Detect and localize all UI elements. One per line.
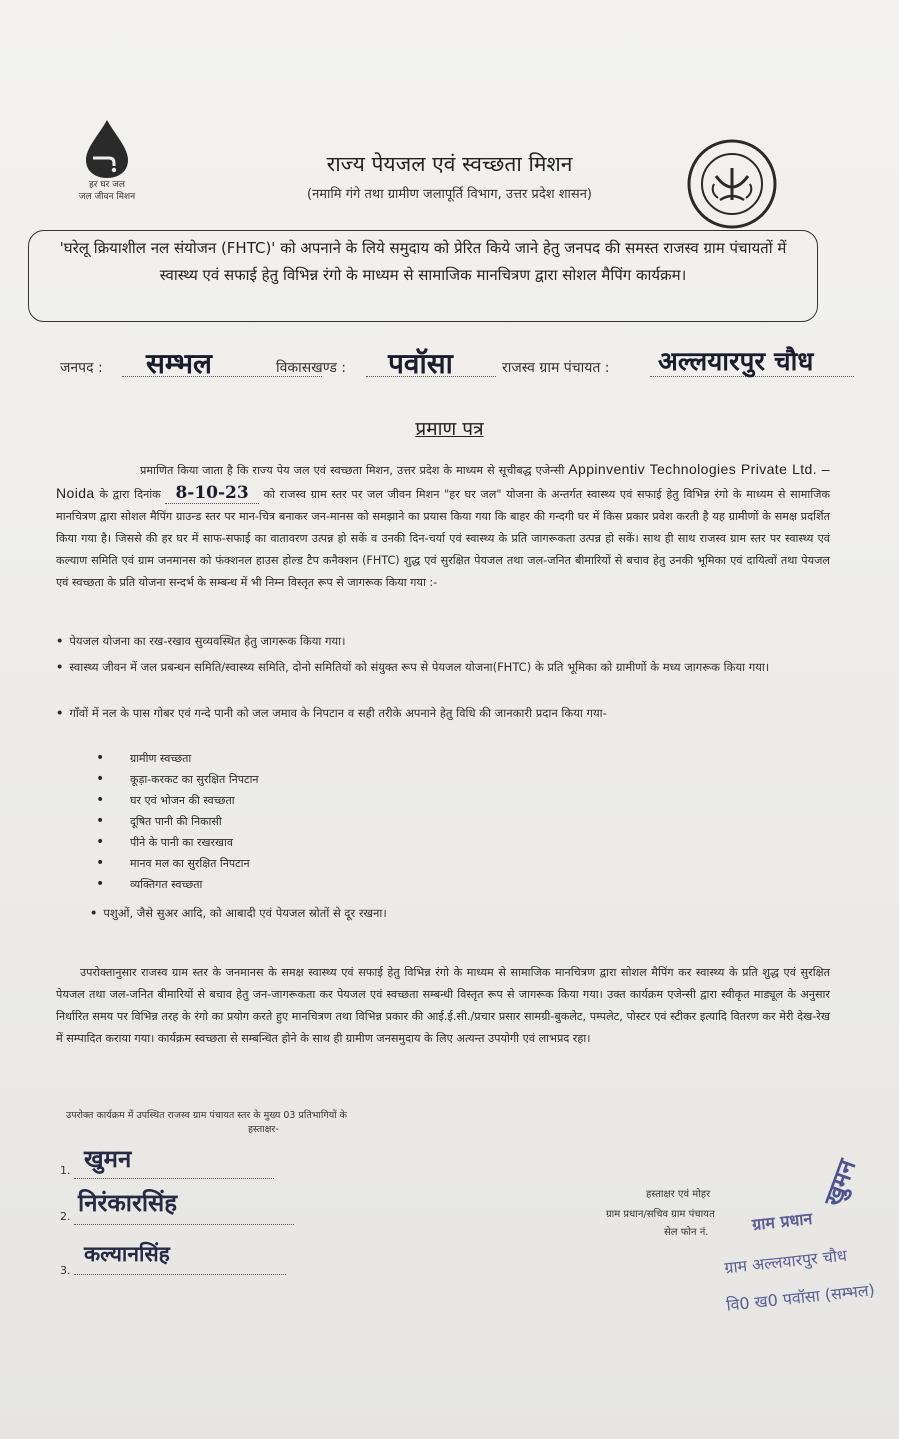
signature-2: 2. निरंकारसिंह (60, 1186, 300, 1226)
bullet-item: • पशुओं, जैसे सुअर आदि, को आबादी एवं पेयजल स्रोतों से दूर रखना। (90, 906, 387, 920)
stamp-block: वि0 ख0 पवॉसा (सम्भल) (725, 1280, 876, 1315)
mission-subtitle: (नमामि गंगे तथा ग्रामीण जलापूर्ति विभाग, उत्तर प्रदेश शासन) (307, 187, 592, 202)
block-value: पवॉसा (388, 347, 453, 380)
list-item: • घर एवं भोजन की स्वच्छता (96, 790, 596, 811)
stamp-designation: ग्राम प्रधान (751, 1208, 814, 1235)
gp-value: अल्लयारपुर चौध (658, 347, 814, 377)
list-item: • व्यक्तिगत स्वच्छता (96, 874, 596, 895)
district-label: जनपद : (60, 360, 103, 376)
para-start: प्रमाणित किया जाता है कि राज्य पेय जल एवं स्वच्छता मिशन, उत्तर प्रदेश के माध्यम से सूचीबद्ध एजेन्सी (140, 464, 565, 477)
para-rest: को राजस्व ग्राम स्तर पर जल जीवन मिशन "हर घर जल" योजना के अन्तर्गत स्वास्थ्य एवं सफाई हेतु विभिन्न रंगो के माध्यम से सामाजिक मानचित्रण द्वारा सोशल मैपिंग ग्राउन्ड स्तर पर मान-चित्र बनाकर जन-मानस को समझाने का प्रयास किया गया कि बाहर की गन्दगी घर में किस प्रकार प्रवेश करती है यह ग्रामीणों के समक्ष प्रदर्शित किया गया है। जिससे की हर घर में साफ-सफाई का वातावरण उत्पन्न हो सकें व उनकी दिन-चर्या एवं स्वास्थ्य के प्रति जागरूकता उत्पन्न हो सकें। साथ ही साथ राजस्व ग्राम स्तर पर स्वास्थ्य एवं कल्याण समिति एवं ग्राम जनमानस को फंक्शनल हाउस होल्ड टैप कनैक्शन (FHTC) शुद्ध एवं सुरक्षित पेयजल तथा जल-जनित बीमारियों से बचाव हेतु उनकी भूमिका एवं दायित्वों तथा पेयजल एवं स्वच्छता के प्रति योजना सन्दर्भ के सम्बन्ध में भी निम्न विस्तृत रूप से जागरूक किया गया :- (56, 488, 831, 589)
district-value: सम्भल (146, 347, 212, 380)
logo-caption-1: हर घर जल (89, 180, 125, 190)
signature-3: 3. कल्यानसिंह (60, 1240, 300, 1280)
list-item: • कूड़ा-करकट का सुरक्षित निपटान (96, 769, 596, 790)
pradhan-signature: खुमन (817, 1155, 862, 1210)
bullet-item: • स्वास्थ्य जीवन में जल प्रबन्धन समिति/स्वास्थ्य समिति, दोनो समितियों को संयुक्त रूप से पेयजल योजना(FHTC) के प्रति भूमिका को ग्रामीणों के मध्य जागरूक किया गया। (56, 660, 770, 674)
bullet-item: • गाँवों में नल के पास गोबर एवं गन्दे पानी को जल जमाव के निपटान व सही तरीके अपनाने हेतु विधि की जानकारी प्रदान किया गया- (56, 706, 607, 720)
closing-paragraph: उपरोक्तानुसार राजस्व ग्राम स्तर के जनमानस के समक्ष स्वास्थ्य एवं सफाई हेतु विभिन्न रंगो के माध्यम से सामाजिक मानचित्रण द्वारा सोशल मैपिंग कर स्वास्थ्य के प्रति शुद्ध एवं सुरक्षित पेयजल तथा जल-जनित बीमारियों से बचाव हेतु जन-जागरूकता कर पेयजल एवं स्वच्छता सम्बन्धी विस्तृत रूप से जागरूक किया गया। उक्त कार्यक्रम एजेन्सी द्वारा स्वीकृत माड्यूल के अनुसार निर्धारित समय पर विभिन्न तरह के रंगो का प्रयोग करते हुए मानचित्रण तथा विभिन्न प्रकार की आई.ई.सी./प्रचार प्रसार सामग्री-बुकलेट, पम्पलेट, पोस्टर एवं स्टीकर इत्यादि वितरण कर मेरी देख-रेख में सम्पादित कराया गया। कार्यक्रम स्वच्छता से सम्बन्धित होने के साथ ही ग्रामीण जनसमुदाय के लिए अत्यन्त उपयोगी एवं लाभप्रद रहा। (56, 966, 830, 1045)
program-date: 8-10-23 (165, 483, 258, 504)
gp-label: राजस्व ग्राम पंचायत : (502, 360, 610, 376)
list-item: • ग्रामीण स्वच्छता (96, 748, 596, 769)
list-item: • पीने के पानी का रखरखाव (96, 832, 596, 853)
signature-1: 1. खुमन (60, 1142, 280, 1182)
stamp-village: ग्राम अल्लयारपुर चौध (723, 1245, 848, 1278)
agency-name: Appinventiv Technologies Private Ltd. – Noida (56, 461, 830, 501)
para-mid: के द्वारा दिनांक (99, 488, 161, 501)
program-banner: 'घरेलू क्रियाशील नल संयोजन (FHTC)' को अपनाने के लिये समुदाय को प्रेरित किये जाने हेतु जनपद की समस्त राजस्व ग्राम पंचायतों में स्वास्थ्य एवं सफाई हेतु विभिन्न रंगो के माध्यम से सामाजिक मानचित्रण द्वारा सोशल मैपिंग कार्यक्रम। (28, 230, 818, 322)
certificate-paragraph (56, 458, 830, 594)
list-item: • दूषित पानी की निकासी (96, 811, 596, 832)
sign-designation: ग्राम प्रधान/सचिव ग्राम पंचायत (606, 1209, 715, 1220)
phone-label: सेल फोन नं. (664, 1227, 709, 1238)
location-fields (60, 347, 860, 390)
participants-note: उपरोक्त कार्यक्रम में उपस्थित राजस्व ग्राम पंचायत स्तर के मुख्य 03 प्रतिभागियों के (66, 1110, 347, 1121)
mission-title: राज्य पेयजल एवं स्वच्छता मिशन (326, 152, 573, 176)
logo-caption-2: जल जीवन मिशन (78, 192, 136, 202)
certificate-heading: प्रमाण पत्र (415, 418, 484, 440)
block-label: विकासखण्ड : (276, 360, 347, 376)
hygiene-topics-list (96, 748, 596, 895)
signature-seal-label: हस्ताक्षर एवं मोहर (646, 1189, 711, 1200)
participants-note-2: हस्ताक्षर- (248, 1124, 279, 1135)
bullet-item: • पेयजल योजना का रख-रखाव सुव्यवस्थित हेतु जागरूक किया गया। (56, 634, 346, 648)
list-item: • मानव मल का सुरक्षित निपटान (96, 853, 596, 874)
